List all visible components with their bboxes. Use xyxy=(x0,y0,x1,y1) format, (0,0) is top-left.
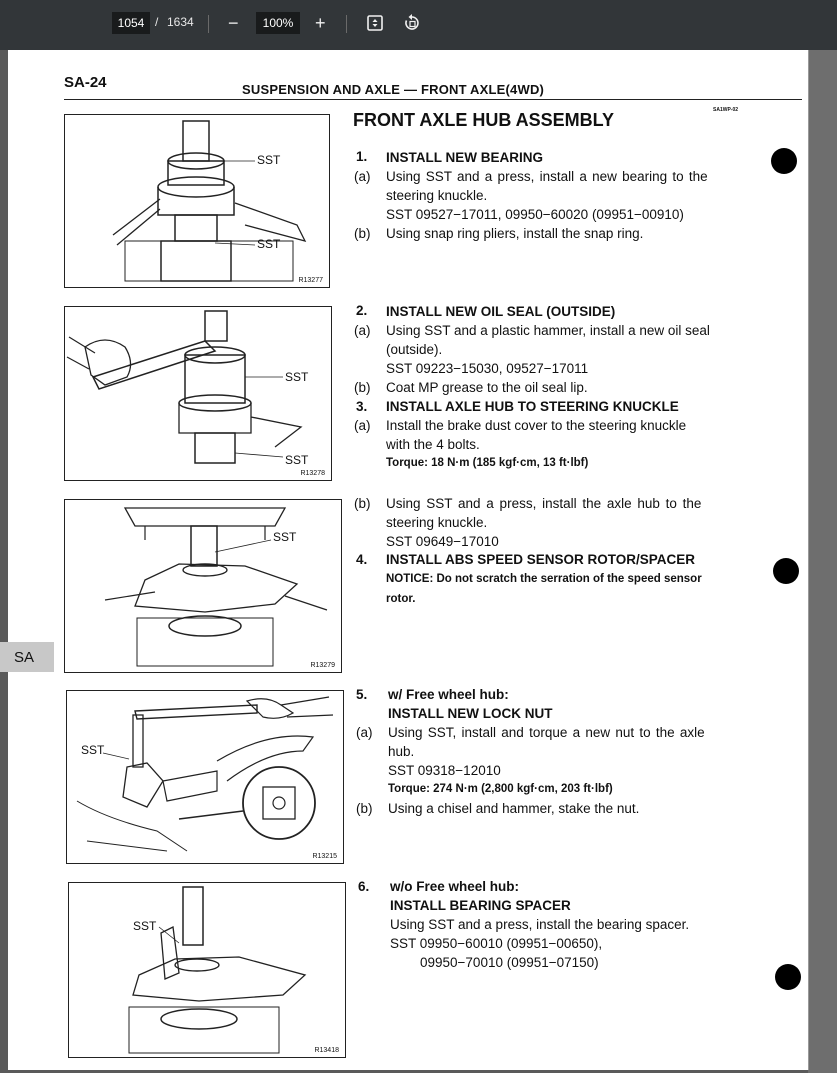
sst-reference: SST 09649−17010 xyxy=(386,534,499,549)
figure-id: R13277 xyxy=(298,277,323,284)
sst-reference: SST 09950−60010 (09951−00650), xyxy=(390,936,603,951)
page-right-rule xyxy=(808,50,809,1070)
step-title: INSTALL NEW OIL SEAL (OUTSIDE) xyxy=(386,304,616,319)
substep-mark: (b) xyxy=(354,226,371,241)
step-condition: w/o Free wheel hub: xyxy=(390,879,520,894)
zoom-level-input[interactable]: 100% xyxy=(256,12,300,34)
substep-mark: (b) xyxy=(354,496,371,511)
document-code: SA1WP-02 xyxy=(713,107,739,113)
step-title: INSTALL ABS SPEED SENSOR ROTOR/SPACER xyxy=(386,552,696,567)
figure-axle-hub-press xyxy=(64,499,342,673)
figure-id: R13279 xyxy=(310,662,335,669)
substep-mark: (a) xyxy=(354,169,371,184)
substep-mark: (a) xyxy=(354,418,371,433)
chapter-title: SUSPENSION AND AXLE — FRONT AXLE(4WD) xyxy=(242,82,545,97)
sst-reference: SST 09318−12010 xyxy=(388,763,501,778)
step-number: 3. xyxy=(356,399,368,414)
step-number: 2. xyxy=(356,303,368,318)
step-title: INSTALL NEW BEARING xyxy=(386,150,543,165)
sst-label: SST xyxy=(257,153,281,167)
page-number-input[interactable]: 1054 xyxy=(112,12,150,34)
fit-page-icon[interactable] xyxy=(366,14,384,37)
page-title: FRONT AXLE HUB ASSEMBLY xyxy=(353,110,615,130)
document-page xyxy=(8,50,808,1070)
figure-id: R13215 xyxy=(312,853,337,860)
step-title: INSTALL AXLE HUB TO STEERING KNUCKLE xyxy=(386,399,679,414)
rotate-icon[interactable] xyxy=(402,13,422,38)
page-separator: / xyxy=(155,15,159,29)
step-text: Using SST, install and torque a new nut to the axle xyxy=(388,725,705,740)
step-text: Install the brake dust cover to the steering knuckle xyxy=(386,418,687,433)
step-number: 1. xyxy=(356,149,368,164)
sst-label: SST xyxy=(257,237,281,251)
step-text: hub. xyxy=(388,744,415,759)
sst-label: SST xyxy=(285,370,309,384)
step-text: Using SST and a press, install the bearing spacer. xyxy=(390,917,690,932)
substep-mark: (b) xyxy=(354,380,371,395)
sst-label: SST xyxy=(81,743,105,757)
step-text: Using SST and a plastic hammer, install a new oil seal xyxy=(386,323,710,338)
torque-spec: Torque: 274 N·m (2,800 kgf·cm, 203 ft·lbf) xyxy=(388,783,613,795)
section-tab: SA xyxy=(0,642,54,672)
sst-reference: SST 09527−17011, 09950−60020 (09951−00910) xyxy=(386,207,684,222)
page-total: 1634 xyxy=(167,15,194,29)
step-text: steering knuckle. xyxy=(386,515,488,530)
step-text: Coat MP grease to the oil seal lip. xyxy=(386,380,588,395)
figure-bearing-spacer-press xyxy=(68,882,346,1058)
toolbar-divider xyxy=(208,15,209,33)
step-text: steering knuckle. xyxy=(386,188,488,203)
header-rule xyxy=(64,99,802,100)
section-code: SA-24 xyxy=(64,74,107,91)
step-text: Using a chisel and hammer, stake the nut. xyxy=(388,801,640,816)
margin-marker xyxy=(775,964,801,990)
notice-text: NOTICE: Do not scratch the serration of the speed sensor xyxy=(386,573,702,585)
sst-label: SST xyxy=(273,530,297,544)
step-number: 6. xyxy=(358,879,370,894)
step-text: Using snap ring pliers, install the snap ring. xyxy=(386,226,644,241)
zoom-in-button[interactable]: + xyxy=(315,13,326,33)
margin-marker xyxy=(771,148,797,174)
step-text: with the 4 bolts. xyxy=(386,437,480,452)
step-title: INSTALL NEW LOCK NUT xyxy=(388,706,553,721)
step-text: (outside). xyxy=(386,342,443,357)
pdf-toolbar xyxy=(0,0,837,50)
step-text: Using SST and a press, install a new bearing to the xyxy=(386,169,708,184)
sst-label: SST xyxy=(285,453,309,467)
torque-spec: Torque: 18 N·m (185 kgf·cm, 13 ft·lbf) xyxy=(386,457,589,469)
step-number: 5. xyxy=(356,687,368,702)
sst-label: SST xyxy=(133,919,157,933)
sst-reference: 09950−70010 (09951−07150) xyxy=(420,955,599,970)
substep-mark: (b) xyxy=(356,801,373,816)
viewer-background xyxy=(808,50,837,1073)
substep-mark: (a) xyxy=(354,323,371,338)
figure-oil-seal-hammer xyxy=(64,306,332,481)
step-text: Using SST and a press, install the axle hub to the xyxy=(386,496,702,511)
sst-reference: SST 09223−15030, 09527−17011 xyxy=(386,361,589,376)
margin-marker xyxy=(773,558,799,584)
notice-text: rotor. xyxy=(386,593,416,605)
figure-id: R13278 xyxy=(300,470,325,477)
step-condition: w/ Free wheel hub: xyxy=(388,687,509,702)
step-number: 4. xyxy=(356,552,368,567)
toolbar-divider xyxy=(346,15,347,33)
step-title: INSTALL BEARING SPACER xyxy=(390,898,571,913)
figure-bearing-press xyxy=(64,114,330,288)
zoom-out-button[interactable]: − xyxy=(228,13,239,33)
figure-id: R13418 xyxy=(314,1047,339,1054)
substep-mark: (a) xyxy=(356,725,373,740)
figure-lock-nut-torque xyxy=(66,690,344,864)
